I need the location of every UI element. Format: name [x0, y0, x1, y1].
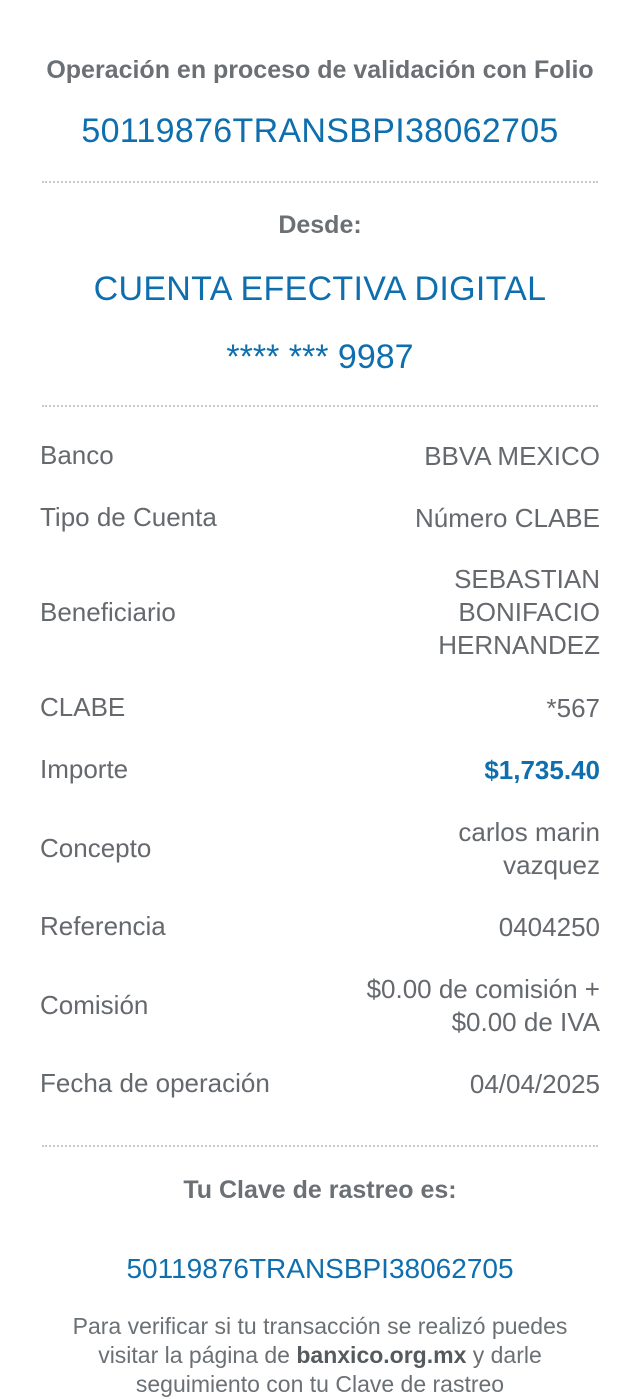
- detail-value: 04/04/2025: [469, 1069, 600, 1099]
- detail-value: [438, 563, 600, 662]
- amount-value: $1,735.40: [484, 755, 600, 785]
- beneficiary-line: HERNANDEZ: [438, 630, 600, 660]
- origin-account-name: CUENTA EFECTIVA DIGITAL: [93, 270, 547, 308]
- origin-account-number: **** *** 9987: [226, 338, 414, 376]
- tracking-key: 50119876TRANSBPI38062705: [126, 1253, 514, 1284]
- concept-line: vazquez: [503, 850, 600, 880]
- detail-label: Tipo de Cuenta: [40, 502, 217, 532]
- detail-value: [458, 816, 600, 882]
- detail-label: Referencia: [40, 911, 166, 941]
- folio-number: 50119876TRANSBPI38062705: [81, 112, 559, 150]
- concept-line: carlos marin: [458, 817, 600, 847]
- divider: [42, 1145, 598, 1147]
- detail-value: Número CLABE: [415, 503, 600, 533]
- banxico-link[interactable]: banxico.org.mx: [296, 1342, 467, 1368]
- detail-label: Beneficiario: [40, 597, 176, 627]
- detail-label: Concepto: [40, 833, 152, 863]
- detail-label: Comisión: [40, 990, 149, 1020]
- note-line: seguimiento con tu Clave de rastreo: [135, 1371, 505, 1397]
- detail-label: Banco: [40, 440, 114, 470]
- note-text: visitar la página de: [98, 1342, 297, 1368]
- detail-value: [367, 973, 600, 1039]
- commission-line: $0.00 de comisión +: [366, 974, 600, 1004]
- beneficiary-line: BONIFACIO: [458, 597, 600, 627]
- detail-value: BBVA MEXICO: [424, 441, 600, 471]
- detail-value: 0404250: [498, 912, 600, 942]
- verification-note: [40, 1312, 600, 1399]
- note-line: [40, 1341, 600, 1370]
- note-text: y darle: [466, 1342, 542, 1368]
- beneficiary-line: SEBASTIAN: [454, 564, 600, 594]
- detail-label: Importe: [40, 754, 129, 784]
- note-line: Para verificar si tu transacción se realizó puedes: [72, 1313, 568, 1339]
- detail-label: CLABE: [40, 692, 126, 722]
- operation-status-title: Operación en proceso de validación con Folio: [46, 56, 594, 84]
- divider: [42, 181, 598, 183]
- commission-line: $0.00 de IVA: [451, 1007, 600, 1037]
- detail-label: Fecha de operación: [40, 1068, 270, 1098]
- detail-value: *567: [546, 693, 600, 723]
- origin-label: Desde:: [278, 211, 362, 239]
- divider: [42, 405, 598, 407]
- tracking-key-title: Tu Clave de rastreo es:: [183, 1176, 457, 1204]
